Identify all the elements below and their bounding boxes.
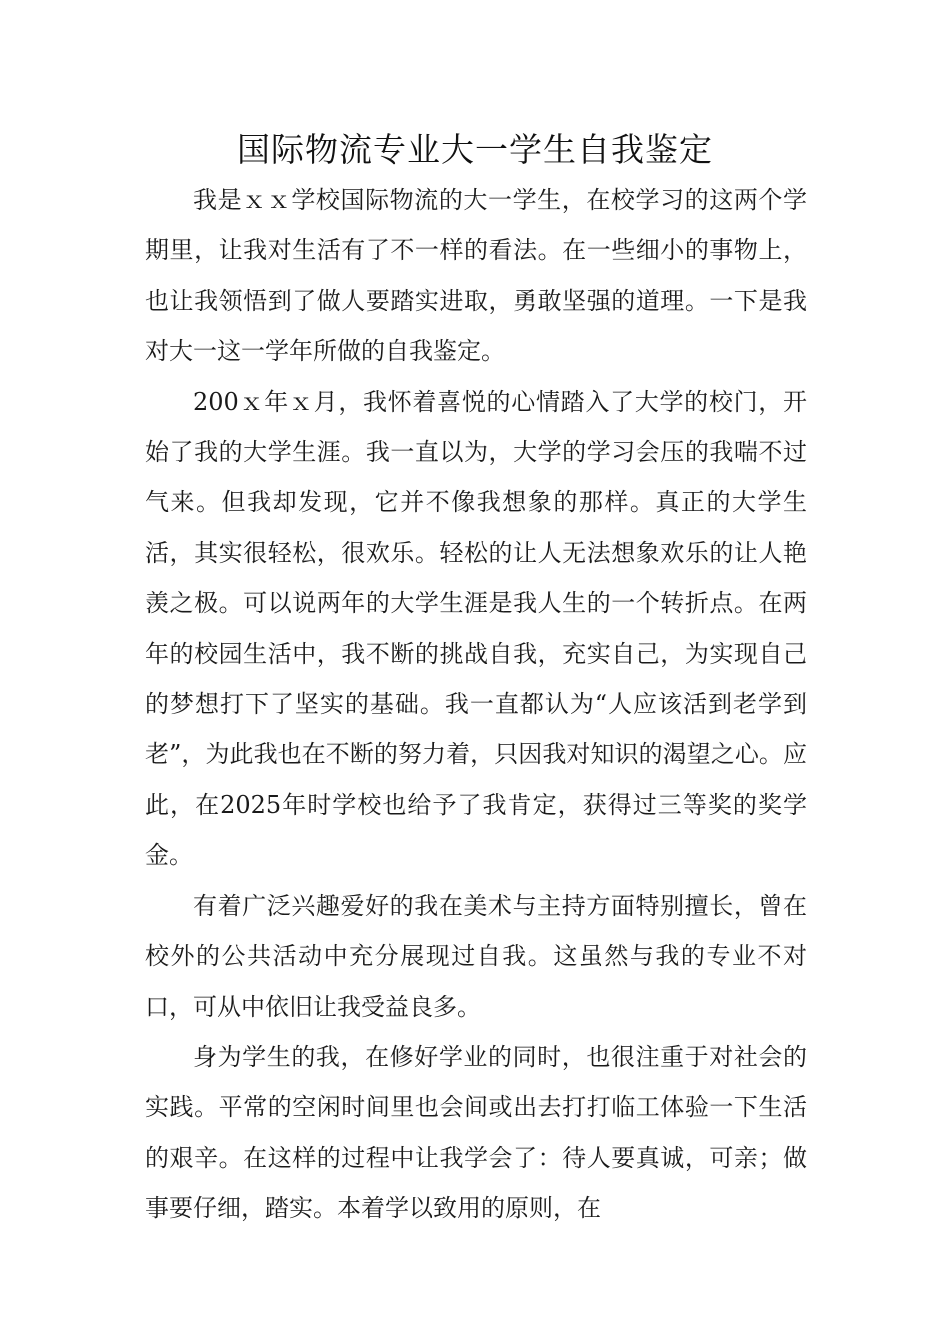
paragraph-intro: 我是ｘｘ学校国际物流的大一学生，在校学习的这两个学期里，让我对生活有了不一样的看法。在一些细小的事物上，也让我领悟到了做人要踏实进取，勇敢坚强的道理。一下是我对大一这一学年所做的自我鉴定。 — [145, 186, 807, 366]
paragraph-hobbies: 有着广泛兴趣爱好的我在美术与主持方面特别擅长，曾在校外的公共活动中充分展现过自我。这虽然与我的专业不对口，可从中依旧让我受益良多。 — [145, 891, 807, 1021]
document-title: 国际物流专业大一学生自我鉴定 — [237, 130, 713, 169]
document-body — [145, 175, 807, 1234]
paragraph-university-life: 200ｘ年ｘ月，我怀着喜悦的心情踏入了大学的校门，开始了我的大学生涯。我一直以为，大学的学习会压的我喘不过气来。但我却发现，它并不像我想象的那样。真正的大学生活，其实很轻松，很欢乐。轻松的让人无法想象欢乐的让人艳羡之极。可以说两年的大学生涯是我人生的一个转折点。在两年的校园生活中，我不断的挑战自我，充实自己，为实现自己的梦想打下了坚实的基础。我一直都认为“人应该活到老学到老”，为此我也在不断的努力着，只因我对知识的渴望之心。应此，在2025年时学校也给予了我肯定，获得过三等奖的奖学金。 — [145, 387, 807, 870]
paragraph-social-practice: 身为学生的我，在修好学业的同时，也很注重于对社会的实践。平常的空闲时间里也会间或出去打打临工体验一下生活的艰辛。在这样的过程中让我学会了：待人要真诚，可亲；做事要仔细，踏实。本着学以致用的原则，在 — [145, 1042, 807, 1223]
